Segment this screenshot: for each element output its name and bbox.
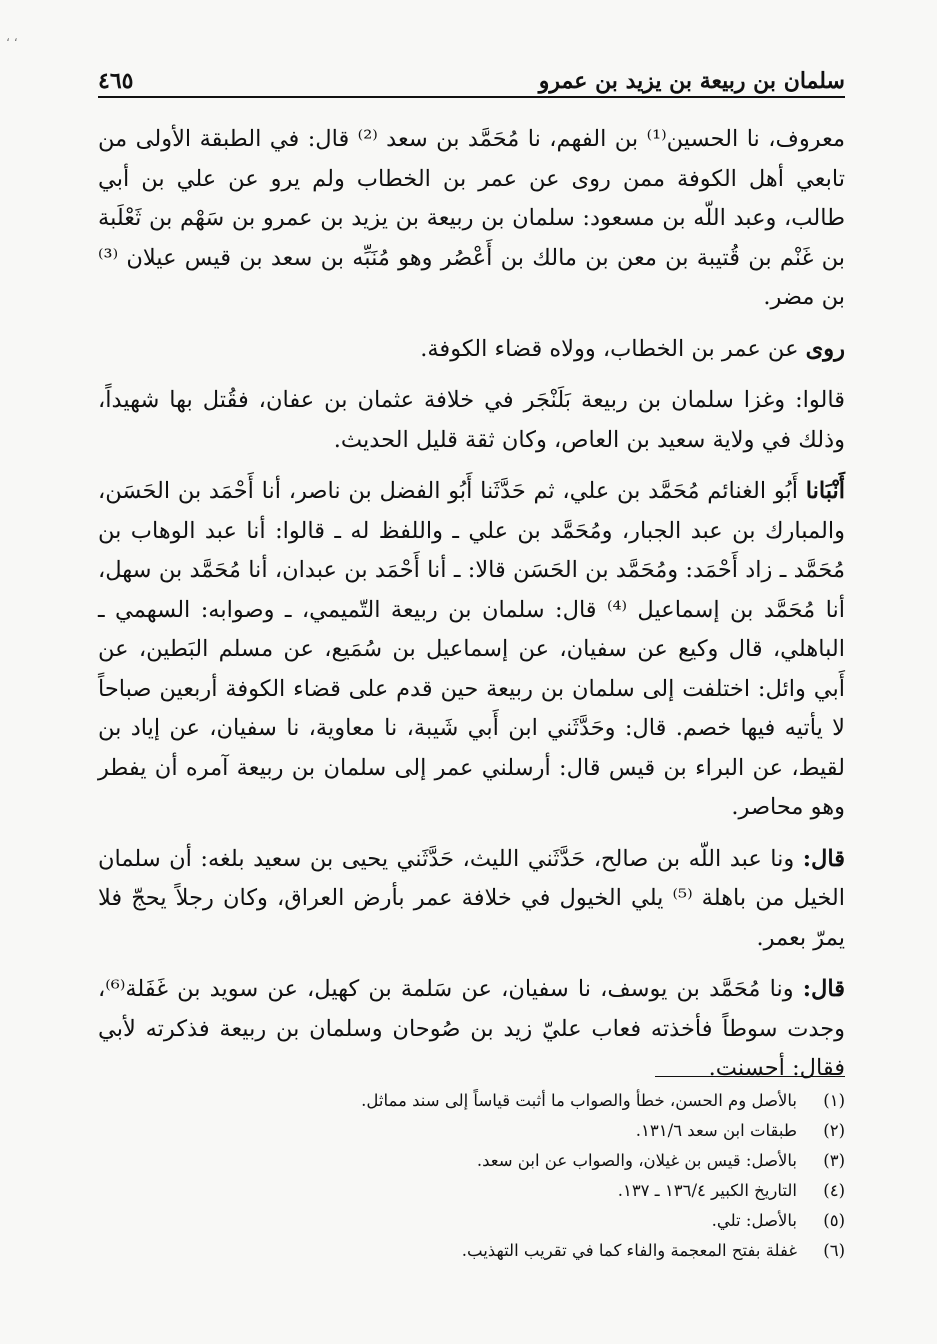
footnote-text: بالأصل وم الحسن، خطأ والصواب ما أثبت قياساً إلى سند مماثل. (361, 1091, 797, 1110)
footnote-text: التاريخ الكبير ١٣٦/٤ ـ ١٣٧. (617, 1181, 797, 1200)
paragraph-text: معروف، نا الحسين⁽¹⁾ بن الفهم، نا مُحَمَّد بن سعد ⁽²⁾ قال: في الطبقة الأولى من تابعي أهل الكوفة ممن روى عن عمر بن الخطاب ولم يرو عن علي بن أبي طالب، وعبد اللّه بن مسعود: سلمان بن ربيعة بن يزيد بن عمرو بن سَهْم بن ثَعْلَبة بن غَنْم بن قُتيبة بن معن بن مالك بن أَعْصُر وهو مُنَبِّه بن سعد بن قيس عيلان ⁽³⁾ بن مضر. (98, 126, 846, 310)
running-header (98, 64, 845, 98)
paragraph-text: ونا عبد اللّه بن صالح، حَدَّثَني الليث، حَدَّثَني يحيى بن سعيد بلغه: أن سلمان الخيل من باهلة ⁽⁵⁾ يلي الخيول في خلافة عمر بأرض العراق، وكان رجلاً يحجّ فلا يمرّ بعمر. (98, 845, 845, 951)
footnote (98, 1146, 845, 1176)
footnote (98, 1206, 845, 1236)
footnote-number: (٣) (823, 1151, 845, 1170)
corner-mark: ، ، (6, 30, 18, 44)
footnote (98, 1116, 845, 1146)
paragraph-lead: أَنْبَانا (805, 478, 845, 504)
paragraph (98, 381, 845, 460)
footnote-number: (٢) (823, 1121, 845, 1140)
paragraph-text: أَبُو الغنائم مُحَمَّد بن علي، ثم حَدَّثَنا أَبُو الفضل بن ناصر، أنا أَحْمَد بن الحَسَن، والمبارك بن عبد الجبار، ومُحَمَّد بن علي ـ واللفظ له ـ قالوا: أنا عبد الوهاب بن مُحَمَّد ـ زاد أَحْمَد: ومُحَمَّد بن الحَسَن قالا: ـ أنا أَحْمَد بن عبدان، أنا مُحَمَّد بن سهل، أنا مُحَمَّد بن إسماعيل ⁽⁴⁾ قال: سلمان بن ربيعة التّميمي، ـ وصوابه: السهمي ـ الباهلي، قال وكيع عن سفيان، عن إسماعيل بن سُمَيع، عن مسلم البَطين، عن أَبي وائل: اختلفت إلى سلمان بن ربيعة حين قدم على قضاء الكوفة أربعين صباحاً لا يأتيه فيها خصم. قال: وحَدَّثَني ابن أَبي شَيبة، نا معاوية، نا سفيان، عن إياد بن لقيط، عن البراء بن قيس قال: أرسلني عمر إلى سلمان بن ربيعة آمره أن يفطر وهو محاصر. (98, 478, 845, 820)
footnote-text: غفلة بفتح المعجمة والفاء كما في تقريب التهذيب. (461, 1241, 797, 1260)
footnote-number: (٦) (823, 1241, 845, 1260)
paragraph-text: ونا مُحَمَّد بن يوسف، نا سفيان، عن سَلمة بن كهيل، عن سويد بن غَفَلة⁽⁶⁾، وجدت سوطاً فأخذته فعاب عليّ زيد بن صُوحان وسلمان بن ربيعة فذكرته لأبي فقال: أحسنت. (98, 976, 845, 1081)
footnote (98, 1176, 845, 1206)
paragraph-text: عن عمر بن الخطاب، وولاه قضاء الكوفة. (420, 335, 799, 362)
footnote-text: بالأصل: تلي. (711, 1211, 797, 1230)
footnote (98, 1236, 845, 1266)
paragraph (98, 840, 845, 959)
paragraph (98, 472, 845, 828)
paragraph-text: قالوا: وغزا سلمان بن ربيعة بَلَنْجَر في خلافة عثمان بن عفان، فقُتل بها شهيداً، وذلك في ولاية سعيد بن العاص، وكان ثقة قليل الحديث. (98, 387, 845, 453)
paragraph (98, 120, 845, 318)
footnotes (98, 1086, 845, 1266)
footnote-number: (٤) (823, 1181, 845, 1200)
running-title: سلمان بن ربيعة بن يزيد بن عمرو (538, 68, 845, 94)
paragraph-lead: قال: (802, 845, 846, 872)
page-number: ٤٦٥ (98, 68, 134, 94)
paragraph-lead: قال: (802, 976, 845, 1002)
main-text (98, 120, 845, 1101)
footnote (98, 1086, 845, 1116)
footnote-divider (655, 1076, 845, 1077)
footnote-number: (٥) (823, 1211, 845, 1230)
paragraph-lead: روى (805, 335, 845, 362)
footnote-text: بالأصل: قيس بن غيلان، والصواب عن ابن سعد. (476, 1151, 797, 1170)
footnote-number: (١) (823, 1091, 845, 1110)
paragraph (98, 970, 845, 1089)
footnote-text: طبقات ابن سعد ١٣١/٦. (635, 1121, 797, 1140)
paragraph (98, 330, 845, 370)
